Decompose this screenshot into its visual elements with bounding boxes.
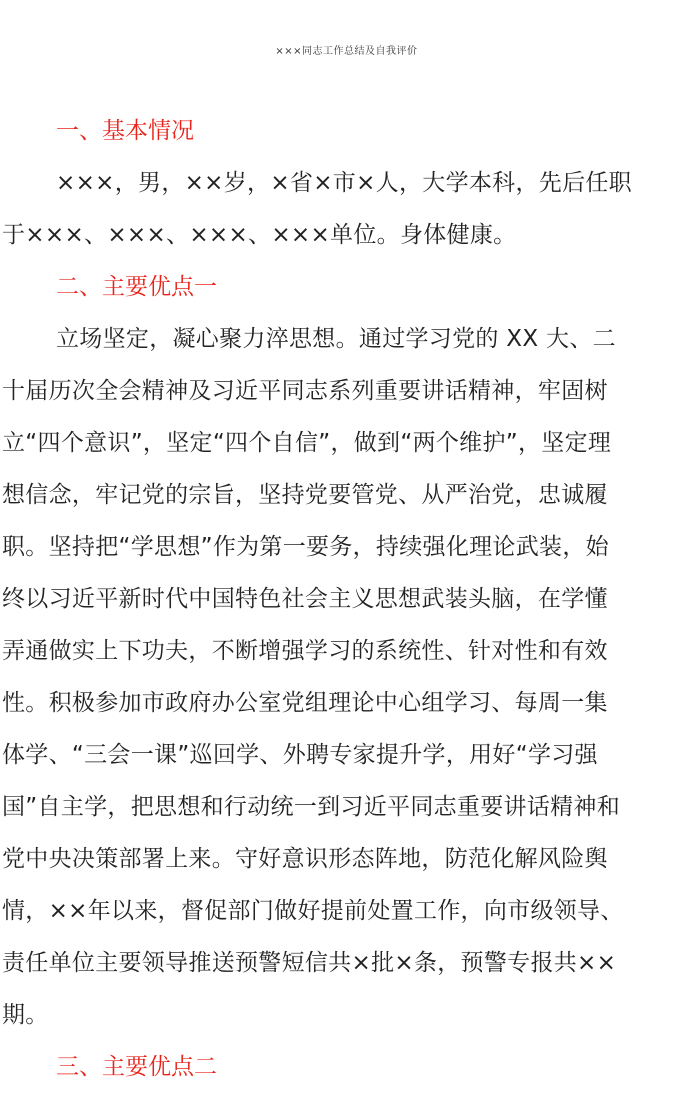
section-heading-basic-info: 一、基本情况 [56,118,194,144]
paragraph-line: 想信念，牢记党的宗旨，坚持党要管党、从严治党，忠诚履 [2,482,608,508]
document-title: ×××同志工作总结及自我评价 [275,46,418,57]
paragraph-line: ×××，男，××岁，×省×市×人，大学本科，先后任职 [56,170,632,196]
paragraph-line: 职。坚持把“学思想”作为第一要务，持续强化理论武装，始 [2,534,609,560]
section-heading-strength-two: 三、主要优点二 [56,1054,217,1080]
paragraph-line: 责任单位主要领导推送预警短信共×批×条，预警专报共×× [2,950,617,976]
paragraph-line: 立场坚定，凝心聚力淬思想。通过学习党的 XX 大、二 [56,326,616,352]
paragraph-line: 终以习近平新时代中国特色社会主义思想武装头脑，在学懂 [2,586,608,612]
section-heading-strength-one: 二、主要优点一 [56,274,217,300]
paragraph-line: 性。积极参加市政府办公室党组理论中心组学习、每周一集 [2,690,608,716]
paragraph-line: 弄通做实上下功夫，不断增强学习的系统性、针对性和有效 [2,638,608,664]
paragraph-line: 党中央决策部署上来。守好意识形态阵地，防范化解风险舆 [2,846,608,872]
paragraph-line: 期。 [2,1002,49,1028]
paragraph-line: 情，××年以来，督促部门做好提前处置工作，向市级领导、 [2,898,624,924]
paragraph-line: 于×××、×××、×××、×××单位。身体健康。 [2,222,517,248]
paragraph-line: 体学、“三会一课”巡回学、外聘专家提升学，用好“学习强 [2,742,598,768]
paragraph-line: 国”自主学，把思想和行动统一到习近平同志重要讲话精神和 [2,794,621,820]
paragraph-line: 十届历次全会精神及习近平同志系列重要讲话精神，牢固树 [2,378,608,404]
paragraph-line: 立“四个意识”，坚定“四个自信”，做到“两个维护”，坚定理 [2,430,612,456]
